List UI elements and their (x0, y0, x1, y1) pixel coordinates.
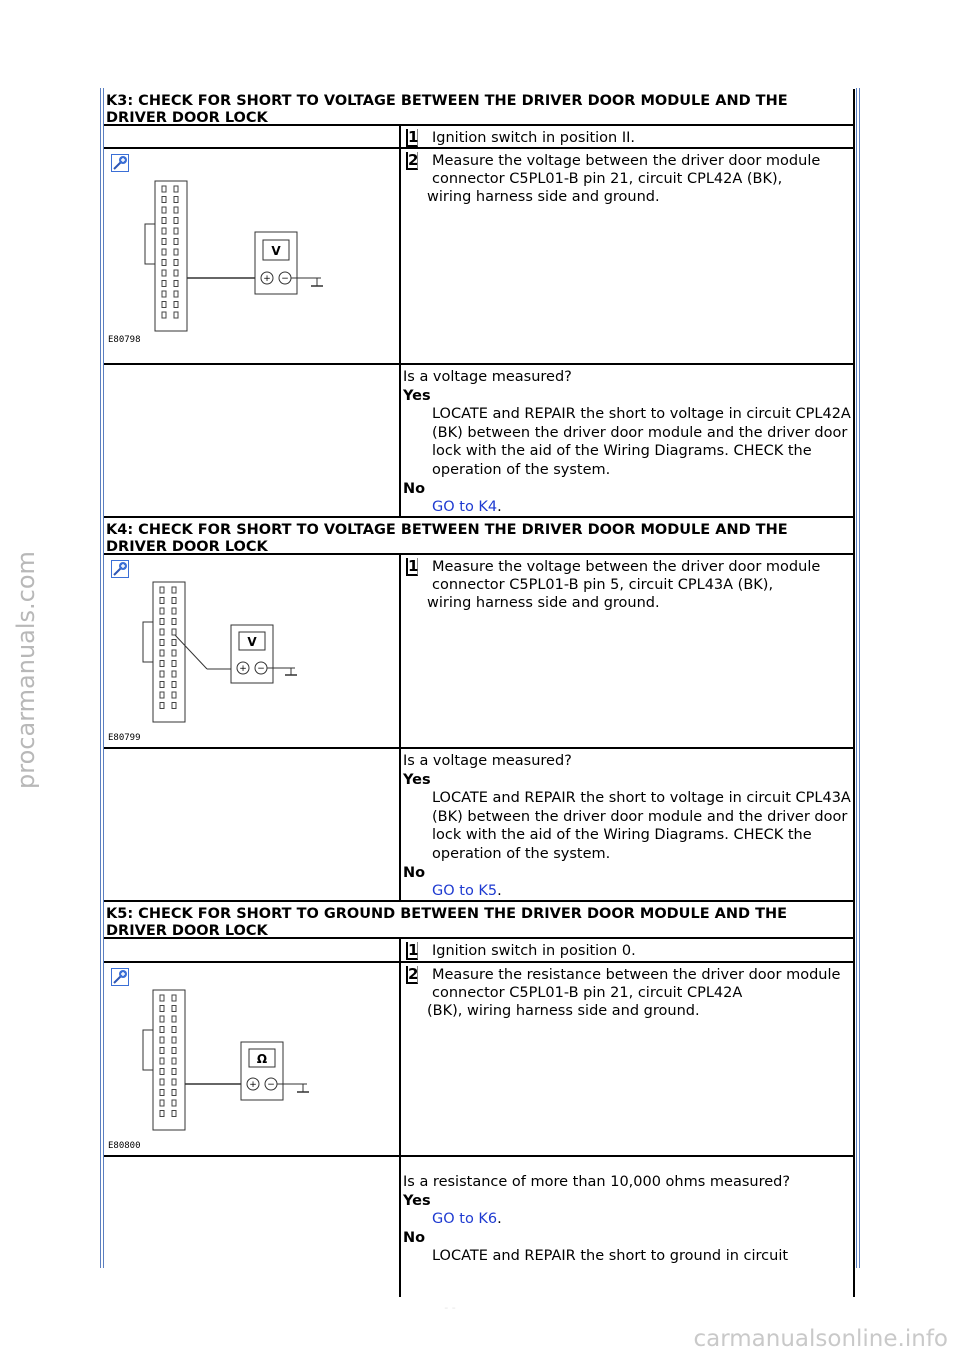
zoom-icon[interactable] (111, 968, 129, 986)
yes-action: LOCATE and REPAIR the short to voltage in circuit CPL43A (BK) between the driver door module and the driver door lock with the aid of the Wiring Diagrams. CHECK the operation of the system. (432, 790, 851, 862)
svg-text:−: − (281, 274, 289, 284)
connector-pin (162, 186, 166, 192)
meter-symbol: V (247, 635, 257, 649)
connector-pin (160, 1069, 164, 1075)
zoom-icon[interactable] (111, 154, 129, 172)
section-heading: K3: CHECK FOR SHORT TO VOLTAGE BETWEEN THE DRIVER DOOR MODULE AND THE DRIVER DOOR LOCK (104, 89, 853, 126)
connector-pin (172, 629, 176, 635)
side-watermark: procarmanuals.com (12, 551, 41, 789)
page-border-left (100, 88, 101, 1268)
wiring-diagram-figure (107, 577, 387, 745)
connector-pin (172, 661, 176, 667)
connector-pin (162, 207, 166, 213)
step-row (104, 939, 853, 963)
connector-pin (172, 1048, 176, 1054)
connector-pin (174, 218, 178, 224)
svg-text:+: + (263, 274, 271, 284)
section-heading: K5: CHECK FOR SHORT TO GROUND BETWEEN THE DRIVER DOOR MODULE AND THE DRIVER DOOR LOCK (104, 902, 853, 939)
yes-label: Yes (403, 771, 431, 788)
connector-pin (172, 598, 176, 604)
figure-code: E80798 (108, 335, 141, 344)
step-row (104, 963, 853, 1157)
connector-pin (160, 995, 164, 1001)
connector-pin (174, 207, 178, 213)
step-text: Measure the resistance between the driver door module connector C5PL01-B pin 21, circuit CPL42A (432, 967, 841, 1001)
connector-pin (172, 650, 176, 656)
yes-label: Yes (403, 387, 431, 404)
connector-pin (160, 1058, 164, 1064)
step-row (104, 126, 853, 149)
connector-pin (162, 260, 166, 266)
connector-pin (172, 1006, 176, 1012)
connector-pin (174, 312, 178, 318)
step-row (104, 149, 853, 365)
connector-pin (174, 239, 178, 245)
connector-pin (172, 587, 176, 593)
connector-pin (160, 587, 164, 593)
connector-pins (162, 186, 178, 318)
connector-pin (160, 1037, 164, 1043)
connector-pin (172, 1016, 176, 1022)
connector-pin (172, 682, 176, 688)
connector-pins (160, 995, 176, 1117)
section-k4 (104, 518, 855, 902)
step-text: Ignition switch in position 0. (432, 943, 636, 959)
connector-pin (172, 1027, 176, 1033)
connector-pin (174, 270, 178, 276)
connector-pins (160, 587, 176, 709)
connector-pin (172, 608, 176, 614)
connector-pin (160, 650, 164, 656)
connector-pin (160, 608, 164, 614)
wiring-diagram-figure (107, 174, 387, 344)
connector-pin (172, 1037, 176, 1043)
procedure-document (104, 89, 855, 1297)
figure-cell (104, 149, 401, 363)
question-text: Is a resistance of more than 10,000 ohms measured? (403, 1174, 791, 1190)
connector-pin (160, 629, 164, 635)
connector-pin (172, 703, 176, 709)
result-row: Is a voltage measured? Yes LOCATE and REPAIR the short to voltage in circuit CPL42A (BK) between the driver door module and the driver door lock with the aid of the Wiring Diagrams. CHECK the operation of the system. No GO to K4. (104, 365, 853, 518)
meter-symbol: V (271, 244, 281, 258)
step-row (104, 555, 853, 749)
connector-pin (172, 619, 176, 625)
figure-code: E80799 (108, 733, 141, 743)
connector-pin (160, 1027, 164, 1033)
connector-pin (160, 619, 164, 625)
connector-pin (172, 1100, 176, 1106)
connector-pin (172, 1069, 176, 1075)
bottom-watermark: carmanualsonline.info (693, 1326, 948, 1352)
connector-pin (162, 218, 166, 224)
connector-pin (174, 302, 178, 308)
connector-pin (160, 598, 164, 604)
page-border-right (859, 88, 860, 1268)
go-to-k6-link[interactable]: GO to K6 (432, 1211, 498, 1228)
connector-pin (162, 197, 166, 203)
connector-pin (172, 995, 176, 1001)
connector-pin (162, 291, 166, 297)
step-number: 1 (408, 128, 419, 146)
meter-symbol: Ω (256, 1052, 268, 1066)
step-number: 1 (408, 557, 419, 575)
connector-pin (174, 260, 178, 266)
svg-text:−: − (257, 664, 265, 674)
connector-pin (160, 703, 164, 709)
step-number: 2 (408, 965, 419, 983)
connector-pin (162, 249, 166, 255)
figure-code: E80800 (108, 1141, 141, 1151)
connector-pin (172, 692, 176, 698)
go-to-k4-link[interactable]: GO to K4 (432, 499, 498, 516)
section-k3 (104, 89, 855, 518)
connector-pin (172, 640, 176, 646)
connector-pin (174, 291, 178, 297)
connector-pin (162, 302, 166, 308)
step-number: 2 (408, 151, 419, 169)
connector-pin (174, 186, 178, 192)
connector-pin (162, 281, 166, 287)
connector-pin (174, 197, 178, 203)
figure-cell (104, 555, 401, 747)
connector-pin (160, 1048, 164, 1054)
zoom-icon[interactable] (111, 560, 129, 578)
figure-cell (104, 963, 401, 1155)
step-text-continued: wiring harness side and ground. (427, 189, 660, 205)
connector-pin (160, 1006, 164, 1012)
connector-pin (160, 682, 164, 688)
step-text: Measure the voltage between the driver door module connector C5PL01-B pin 21, circuit CPL42A (BK), (432, 153, 821, 187)
connector-pin (172, 1058, 176, 1064)
no-action: LOCATE and REPAIR the short to ground in circuit (432, 1248, 789, 1265)
svg-text:+: + (239, 664, 247, 674)
connector-pin (172, 1079, 176, 1085)
section-heading: K4: CHECK FOR SHORT TO VOLTAGE BETWEEN THE DRIVER DOOR MODULE AND THE DRIVER DOOR LOCK (104, 518, 853, 555)
question-text: Is a voltage measured? (403, 369, 572, 385)
svg-text:−: − (267, 1080, 275, 1090)
no-label: No (403, 864, 426, 881)
no-label: No (403, 1229, 426, 1246)
connector-pin (162, 239, 166, 245)
connector-pin (160, 1016, 164, 1022)
connector-pin (160, 1111, 164, 1117)
connector-pin (172, 1111, 176, 1117)
connector-pin (160, 1090, 164, 1096)
connector-pin (160, 671, 164, 677)
connector-pin (162, 228, 166, 234)
connector-pin (172, 1090, 176, 1096)
connector-pin (174, 249, 178, 255)
connector-pin (162, 312, 166, 318)
result-row: Is a resistance of more than 10,000 ohms measured? Yes GO to K6. No LOCATE and REPAIR the short to ground in circuit (104, 1157, 853, 1297)
connector-pin (162, 270, 166, 276)
connector-pin (160, 1100, 164, 1106)
step-text-continued: wiring harness side and ground. (427, 595, 660, 611)
connector-pin (160, 661, 164, 667)
step-number: 1 (408, 941, 419, 959)
page-border-right-inner (856, 88, 857, 1268)
step-text-continued: (BK), wiring harness side and ground. (427, 1003, 700, 1019)
svg-text:+: + (249, 1080, 257, 1090)
yes-action: LOCATE and REPAIR the short to voltage in circuit CPL42A (BK) between the driver door module and the driver door lock with the aid of the Wiring Diagrams. CHECK the operation of the system. (432, 406, 851, 478)
connector-pin (174, 228, 178, 234)
question-text: Is a voltage measured? (403, 753, 572, 769)
connector-pin (160, 640, 164, 646)
step-text: Ignition switch in position II. (432, 130, 636, 146)
step-text: Measure the voltage between the driver door module connector C5PL01-B pin 5, circuit CPL43A (BK), (432, 559, 821, 593)
go-to-k5-link[interactable]: GO to K5 (432, 883, 498, 900)
connector-pin (160, 692, 164, 698)
wiring-diagram-figure (107, 985, 387, 1153)
yes-label: Yes (403, 1192, 431, 1209)
connector-pin (172, 671, 176, 677)
result-row: Is a voltage measured? Yes LOCATE and REPAIR the short to voltage in circuit CPL43A (BK) between the driver door module and the driver door lock with the aid of the Wiring Diagrams. CHECK the operation of the system. No GO to K5. (104, 749, 853, 902)
page-number: - - (444, 1301, 456, 1314)
connector-pin (160, 1079, 164, 1085)
section-k5 (104, 902, 855, 1297)
no-label: No (403, 480, 426, 497)
connector-pin (174, 281, 178, 287)
